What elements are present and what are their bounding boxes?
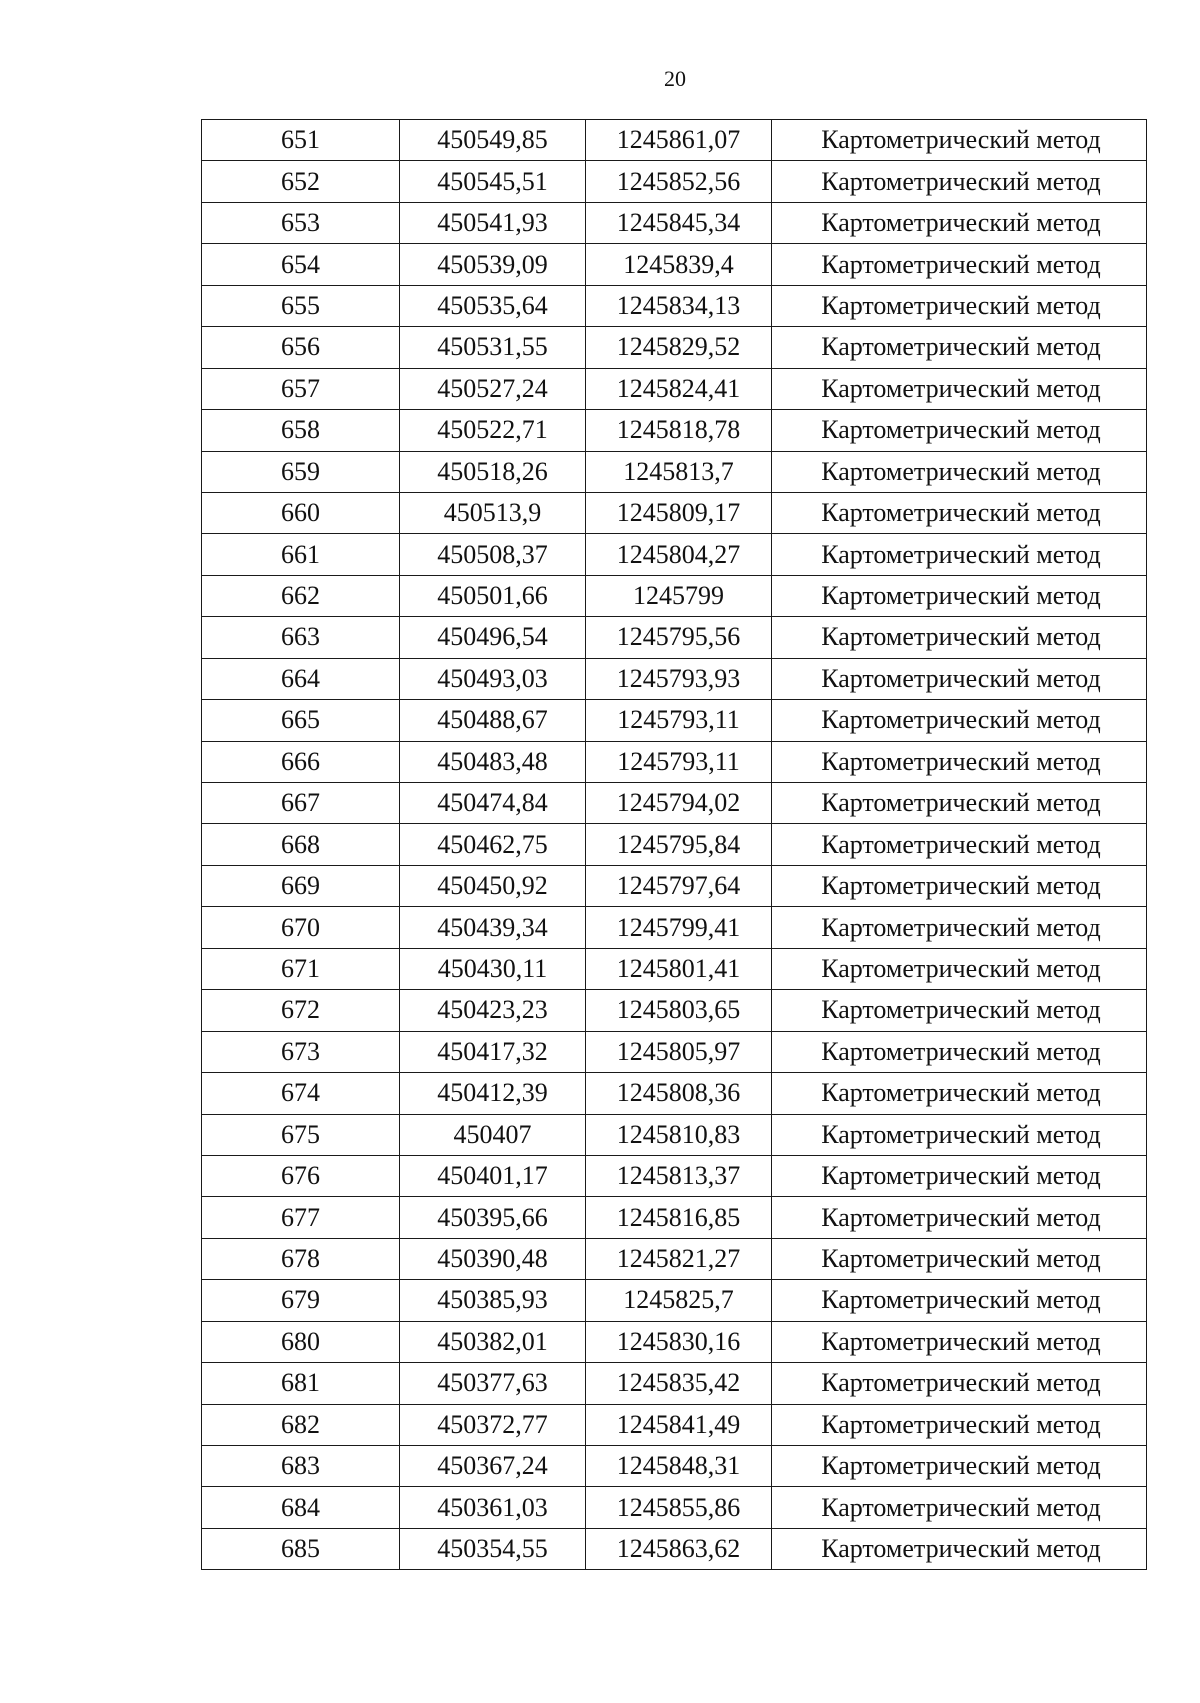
- point-number-cell: 666: [202, 741, 400, 782]
- point-number-cell: 659: [202, 451, 400, 492]
- x-coordinate-cell: 450539,09: [400, 244, 586, 285]
- x-coordinate-cell: 450493,03: [400, 658, 586, 699]
- x-coordinate-cell: 450513,9: [400, 492, 586, 533]
- point-number-cell: 669: [202, 865, 400, 906]
- y-coordinate-cell: 1245799: [586, 575, 772, 616]
- x-coordinate-cell: 450412,39: [400, 1073, 586, 1114]
- x-coordinate-cell: 450390,48: [400, 1238, 586, 1279]
- y-coordinate-cell: 1245801,41: [586, 948, 772, 989]
- method-cell: Картометрический метод: [772, 368, 1147, 409]
- point-number-cell: 682: [202, 1404, 400, 1445]
- table-row: [202, 492, 1147, 533]
- y-coordinate-cell: 1245841,49: [586, 1404, 772, 1445]
- method-cell: Картометрический метод: [772, 534, 1147, 575]
- y-coordinate-cell: 1245855,86: [586, 1487, 772, 1528]
- y-coordinate-cell: 1245813,7: [586, 451, 772, 492]
- method-cell: Картометрический метод: [772, 202, 1147, 243]
- table-row: [202, 120, 1147, 161]
- point-number-cell: 656: [202, 327, 400, 368]
- y-coordinate-cell: 1245848,31: [586, 1446, 772, 1487]
- point-number-cell: 658: [202, 410, 400, 451]
- point-number-cell: 661: [202, 534, 400, 575]
- table-row: [202, 410, 1147, 451]
- method-cell: Картометрический метод: [772, 1280, 1147, 1321]
- x-coordinate-cell: 450462,75: [400, 824, 586, 865]
- method-cell: Картометрический метод: [772, 161, 1147, 202]
- point-number-cell: 668: [202, 824, 400, 865]
- x-coordinate-cell: 450508,37: [400, 534, 586, 575]
- y-coordinate-cell: 1245795,84: [586, 824, 772, 865]
- method-cell: Картометрический метод: [772, 948, 1147, 989]
- point-number-cell: 664: [202, 658, 400, 699]
- table-row: [202, 161, 1147, 202]
- y-coordinate-cell: 1245810,83: [586, 1114, 772, 1155]
- table-row: [202, 1155, 1147, 1196]
- y-coordinate-cell: 1245816,85: [586, 1197, 772, 1238]
- point-number-cell: 667: [202, 783, 400, 824]
- table-row: [202, 907, 1147, 948]
- table-row: [202, 368, 1147, 409]
- table-row: [202, 1031, 1147, 1072]
- method-cell: Картометрический метод: [772, 741, 1147, 782]
- point-number-cell: 651: [202, 120, 400, 161]
- table-row: [202, 1528, 1147, 1569]
- method-cell: Картометрический метод: [772, 700, 1147, 741]
- x-coordinate-cell: 450385,93: [400, 1280, 586, 1321]
- y-coordinate-cell: 1245830,16: [586, 1321, 772, 1362]
- table-row: [202, 327, 1147, 368]
- table-row: [202, 700, 1147, 741]
- method-cell: Картометрический метод: [772, 1404, 1147, 1445]
- y-coordinate-cell: 1245797,64: [586, 865, 772, 906]
- x-coordinate-cell: 450522,71: [400, 410, 586, 451]
- x-coordinate-cell: 450535,64: [400, 285, 586, 326]
- point-number-cell: 665: [202, 700, 400, 741]
- point-number-cell: 654: [202, 244, 400, 285]
- method-cell: Картометрический метод: [772, 285, 1147, 326]
- x-coordinate-cell: 450401,17: [400, 1155, 586, 1196]
- point-number-cell: 675: [202, 1114, 400, 1155]
- method-cell: Картометрический метод: [772, 1114, 1147, 1155]
- y-coordinate-cell: 1245821,27: [586, 1238, 772, 1279]
- x-coordinate-cell: 450430,11: [400, 948, 586, 989]
- y-coordinate-cell: 1245804,27: [586, 534, 772, 575]
- table-row: [202, 658, 1147, 699]
- point-number-cell: 679: [202, 1280, 400, 1321]
- x-coordinate-cell: 450423,23: [400, 990, 586, 1031]
- table-row: [202, 1114, 1147, 1155]
- y-coordinate-cell: 1245834,13: [586, 285, 772, 326]
- point-number-cell: 663: [202, 617, 400, 658]
- method-cell: Картометрический метод: [772, 1321, 1147, 1362]
- y-coordinate-cell: 1245794,02: [586, 783, 772, 824]
- table-row: [202, 534, 1147, 575]
- method-cell: Картометрический метод: [772, 575, 1147, 616]
- point-number-cell: 662: [202, 575, 400, 616]
- x-coordinate-cell: 450483,48: [400, 741, 586, 782]
- point-number-cell: 671: [202, 948, 400, 989]
- y-coordinate-cell: 1245818,78: [586, 410, 772, 451]
- method-cell: Картометрический метод: [772, 783, 1147, 824]
- table-row: [202, 741, 1147, 782]
- table-row: [202, 1238, 1147, 1279]
- table-row: [202, 1197, 1147, 1238]
- x-coordinate-cell: 450395,66: [400, 1197, 586, 1238]
- table-row: [202, 202, 1147, 243]
- point-number-cell: 672: [202, 990, 400, 1031]
- y-coordinate-cell: 1245795,56: [586, 617, 772, 658]
- point-number-cell: 674: [202, 1073, 400, 1114]
- method-cell: Картометрический метод: [772, 865, 1147, 906]
- method-cell: Картометрический метод: [772, 492, 1147, 533]
- x-coordinate-cell: 450474,84: [400, 783, 586, 824]
- table-row: [202, 1404, 1147, 1445]
- method-cell: Картометрический метод: [772, 907, 1147, 948]
- method-cell: Картометрический метод: [772, 451, 1147, 492]
- y-coordinate-cell: 1245829,52: [586, 327, 772, 368]
- method-cell: Картометрический метод: [772, 1238, 1147, 1279]
- y-coordinate-cell: 1245793,93: [586, 658, 772, 699]
- method-cell: Картометрический метод: [772, 244, 1147, 285]
- x-coordinate-cell: 450372,77: [400, 1404, 586, 1445]
- point-number-cell: 657: [202, 368, 400, 409]
- x-coordinate-cell: 450518,26: [400, 451, 586, 492]
- y-coordinate-cell: 1245839,4: [586, 244, 772, 285]
- method-cell: Картометрический метод: [772, 617, 1147, 658]
- table-row: [202, 451, 1147, 492]
- method-cell: Картометрический метод: [772, 1073, 1147, 1114]
- point-number-cell: 670: [202, 907, 400, 948]
- table-row: [202, 1280, 1147, 1321]
- table-row: [202, 783, 1147, 824]
- x-coordinate-cell: 450377,63: [400, 1363, 586, 1404]
- y-coordinate-cell: 1245803,65: [586, 990, 772, 1031]
- table-row: [202, 285, 1147, 326]
- table-row: [202, 1487, 1147, 1528]
- y-coordinate-cell: 1245861,07: [586, 120, 772, 161]
- y-coordinate-cell: 1245813,37: [586, 1155, 772, 1196]
- y-coordinate-cell: 1245863,62: [586, 1528, 772, 1569]
- table-row: [202, 617, 1147, 658]
- point-number-cell: 677: [202, 1197, 400, 1238]
- y-coordinate-cell: 1245835,42: [586, 1363, 772, 1404]
- x-coordinate-cell: 450496,54: [400, 617, 586, 658]
- y-coordinate-cell: 1245852,56: [586, 161, 772, 202]
- method-cell: Картометрический метод: [772, 990, 1147, 1031]
- y-coordinate-cell: 1245808,36: [586, 1073, 772, 1114]
- x-coordinate-cell: 450367,24: [400, 1446, 586, 1487]
- point-number-cell: 678: [202, 1238, 400, 1279]
- method-cell: Картометрический метод: [772, 1155, 1147, 1196]
- point-number-cell: 673: [202, 1031, 400, 1072]
- table-row: [202, 865, 1147, 906]
- x-coordinate-cell: 450501,66: [400, 575, 586, 616]
- method-cell: Картометрический метод: [772, 1487, 1147, 1528]
- y-coordinate-cell: 1245825,7: [586, 1280, 772, 1321]
- y-coordinate-cell: 1245793,11: [586, 700, 772, 741]
- y-coordinate-cell: 1245799,41: [586, 907, 772, 948]
- x-coordinate-cell: 450531,55: [400, 327, 586, 368]
- table-row: [202, 948, 1147, 989]
- point-number-cell: 676: [202, 1155, 400, 1196]
- x-coordinate-cell: 450488,67: [400, 700, 586, 741]
- y-coordinate-cell: 1245809,17: [586, 492, 772, 533]
- point-number-cell: 660: [202, 492, 400, 533]
- point-number-cell: 655: [202, 285, 400, 326]
- point-number-cell: 684: [202, 1487, 400, 1528]
- table-row: [202, 990, 1147, 1031]
- table-row: [202, 1073, 1147, 1114]
- method-cell: Картометрический метод: [772, 327, 1147, 368]
- coordinates-table: [201, 119, 1147, 1570]
- table-row: [202, 575, 1147, 616]
- point-number-cell: 683: [202, 1446, 400, 1487]
- page-number: 20: [664, 66, 686, 91]
- method-cell: Картометрический метод: [772, 1363, 1147, 1404]
- x-coordinate-cell: 450439,34: [400, 907, 586, 948]
- point-number-cell: 652: [202, 161, 400, 202]
- x-coordinate-cell: 450354,55: [400, 1528, 586, 1569]
- method-cell: Картометрический метод: [772, 1197, 1147, 1238]
- x-coordinate-cell: 450541,93: [400, 202, 586, 243]
- point-number-cell: 653: [202, 202, 400, 243]
- x-coordinate-cell: 450407: [400, 1114, 586, 1155]
- y-coordinate-cell: 1245824,41: [586, 368, 772, 409]
- point-number-cell: 681: [202, 1363, 400, 1404]
- point-number-cell: 685: [202, 1528, 400, 1569]
- point-number-cell: 680: [202, 1321, 400, 1362]
- y-coordinate-cell: 1245805,97: [586, 1031, 772, 1072]
- method-cell: Картометрический метод: [772, 658, 1147, 699]
- y-coordinate-cell: 1245845,34: [586, 202, 772, 243]
- x-coordinate-cell: 450417,32: [400, 1031, 586, 1072]
- table-row: [202, 1363, 1147, 1404]
- method-cell: Картометрический метод: [772, 120, 1147, 161]
- x-coordinate-cell: 450450,92: [400, 865, 586, 906]
- table-row: [202, 244, 1147, 285]
- x-coordinate-cell: 450545,51: [400, 161, 586, 202]
- method-cell: Картометрический метод: [772, 410, 1147, 451]
- method-cell: Картометрический метод: [772, 1528, 1147, 1569]
- x-coordinate-cell: 450549,85: [400, 120, 586, 161]
- coordinates-table-body: [202, 120, 1147, 1570]
- table-row: [202, 1321, 1147, 1362]
- method-cell: Картометрический метод: [772, 824, 1147, 865]
- table-row: [202, 824, 1147, 865]
- method-cell: Картометрический метод: [772, 1446, 1147, 1487]
- method-cell: Картометрический метод: [772, 1031, 1147, 1072]
- table-row: [202, 1446, 1147, 1487]
- y-coordinate-cell: 1245793,11: [586, 741, 772, 782]
- x-coordinate-cell: 450382,01: [400, 1321, 586, 1362]
- x-coordinate-cell: 450361,03: [400, 1487, 586, 1528]
- x-coordinate-cell: 450527,24: [400, 368, 586, 409]
